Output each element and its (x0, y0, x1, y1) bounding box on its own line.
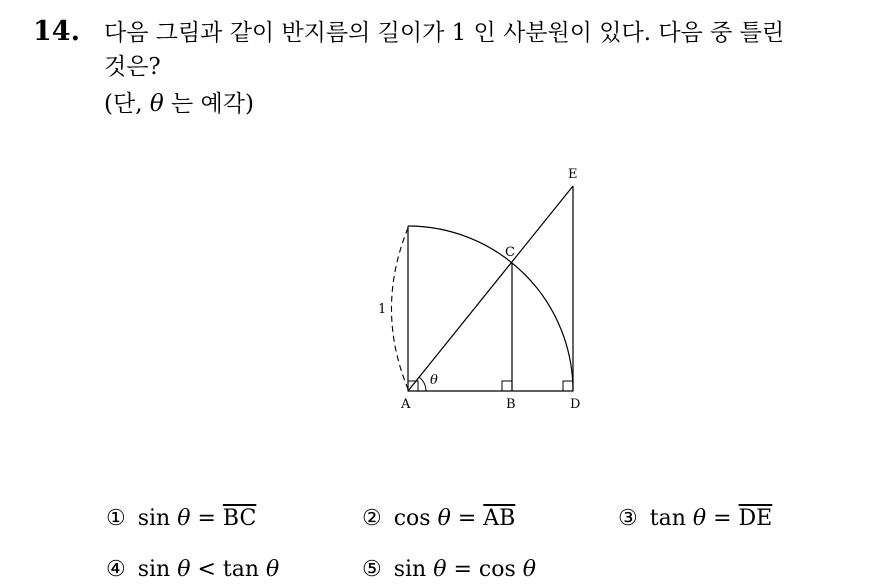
choice-5-func: sin (393, 557, 427, 582)
choice-2[interactable] (362, 505, 515, 533)
choice-1-op: = (190, 506, 223, 531)
label-theta: θ (430, 373, 438, 388)
question-number: 14. (33, 16, 80, 47)
choice-3-segment: $\overline{DE}$ (738, 506, 773, 531)
right-angle-D (563, 381, 573, 391)
choice-2-func: cos (393, 506, 431, 531)
quarter-circle-figure (340, 150, 610, 424)
choice-5-func2: cos (478, 557, 516, 582)
label-C: C (505, 245, 515, 260)
choice-2-number: ② (362, 506, 382, 531)
choice-4-number: ④ (106, 557, 126, 582)
choice-3-number: ③ (618, 506, 638, 531)
label-B: B (506, 397, 516, 412)
label-A: A (401, 397, 411, 412)
label-E: E (568, 167, 578, 182)
figure-svg (340, 150, 610, 420)
choice-2-segment: $\overline{AB}$ (483, 506, 516, 531)
choice-3-op: = (706, 506, 739, 531)
segment-AE (408, 186, 573, 391)
choice-4-func2: tan (222, 557, 260, 582)
choice-1-func: sin (137, 506, 171, 531)
question-line-1: 다음 그림과 같이 반지름의 길이가 1 인 사분원이 있다. 다음 중 틀린 (104, 20, 785, 46)
choice-5-theta2: θ (522, 557, 537, 582)
question-condition (104, 88, 254, 120)
condition-theta: θ (149, 91, 164, 117)
choice-1-theta: θ (177, 506, 191, 531)
choice-1[interactable] (106, 505, 256, 533)
radius-brace (392, 228, 409, 389)
label-D: D (570, 397, 581, 412)
theta-arc (419, 377, 426, 391)
quarter-arc (408, 226, 573, 391)
choice-2-op: = (450, 506, 484, 531)
choice-1-segment: $\overline{BC}$ (222, 506, 257, 531)
choice-4[interactable] (106, 556, 279, 584)
condition-suffix: 는 예각) (163, 91, 254, 117)
right-angle-B (502, 381, 512, 391)
choice-1-number: ① (106, 506, 126, 531)
label-radius: 1 (378, 302, 387, 317)
choice-3[interactable] (618, 505, 772, 533)
choice-5-theta: θ (433, 557, 447, 582)
choice-3-func: tan (649, 506, 686, 531)
choice-3-theta: θ (692, 506, 707, 531)
question-line-2: 것은? (104, 54, 161, 80)
condition-prefix: (단, (104, 91, 150, 117)
choice-2-theta: θ (437, 506, 451, 531)
choice-4-theta2: θ (266, 557, 280, 582)
choice-5-op: = (446, 557, 479, 582)
choice-4-theta: θ (177, 557, 191, 582)
choice-4-op: < (190, 557, 223, 582)
choice-5[interactable] (362, 556, 536, 584)
choice-4-func: sin (137, 557, 171, 582)
choice-5-number: ⑤ (362, 557, 382, 582)
